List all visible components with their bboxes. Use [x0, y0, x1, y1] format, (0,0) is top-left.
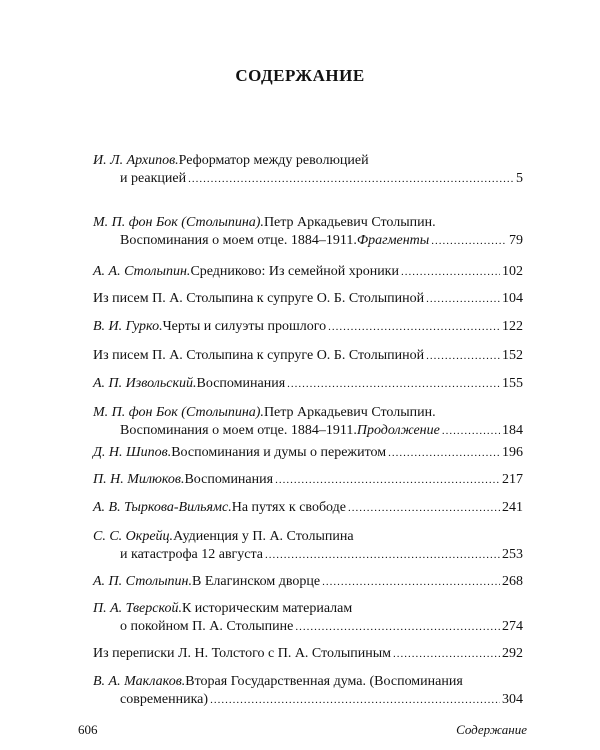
- dot-leader: [348, 503, 500, 514]
- toc-author: М. П. фон Бок (Столыпина).: [93, 405, 264, 420]
- toc-page-number: 253: [502, 547, 523, 562]
- toc-entry-line: [93, 444, 523, 462]
- toc-title: Черты и силуэты прошлого: [162, 319, 327, 334]
- toc-author: С. С. Окрейц.: [93, 529, 174, 544]
- toc-entry: [93, 318, 523, 336]
- dot-leader: [388, 448, 500, 459]
- toc-page-number: 104: [502, 291, 523, 306]
- toc-entry: [93, 290, 523, 308]
- toc-page-number: 5: [516, 171, 523, 186]
- toc-author: М. П. фон Бок (Столыпина).: [93, 215, 264, 230]
- toc-title: Петр Аркадьевич Столыпин.: [263, 215, 436, 230]
- dot-leader: [295, 622, 500, 633]
- toc-entry: [93, 600, 523, 636]
- toc-title: В Елагинском дворце: [192, 574, 321, 589]
- toc-entry: [93, 499, 523, 517]
- toc-entry-line: [93, 471, 523, 489]
- toc-entry-line: [93, 422, 523, 440]
- toc-entry: [93, 673, 523, 709]
- toc-title-continued: и реакцией: [120, 171, 187, 186]
- toc-author: П. А. Тверской.: [93, 601, 182, 616]
- toc-page-number: 241: [502, 500, 523, 515]
- toc-title-italic: Продолжение: [356, 423, 440, 438]
- toc-entry-line: [93, 691, 523, 709]
- toc-title: Реформатор между революцией: [178, 153, 369, 168]
- toc-author: А. В. Тыркова-Вильямс.: [93, 500, 232, 515]
- toc-title-continued: и катастрофа 12 августа: [120, 547, 264, 562]
- toc-page-number: 304: [502, 692, 523, 707]
- toc-entry-line: [93, 404, 523, 422]
- toc-entry-line: [93, 214, 523, 232]
- toc-entry-line: [93, 375, 523, 393]
- toc-title-continued: о покойном П. А. Столыпине: [120, 619, 294, 634]
- toc-author: Д. Н. Шипов.: [93, 445, 172, 460]
- dot-leader: [393, 649, 500, 660]
- toc-entry-line: [93, 263, 523, 281]
- toc-author: А. П. Извольский.: [93, 376, 197, 391]
- toc-title: Из писем П. А. Столыпина к супруге О. Б. Столыпиной: [93, 291, 425, 306]
- running-title: Содержание: [456, 722, 527, 737]
- toc-entry-line: [93, 546, 523, 564]
- toc-title-continued: Воспоминания о моем отце. 1884–1911.: [120, 423, 357, 438]
- toc-author: В. И. Гурко.: [93, 319, 163, 334]
- toc-title: Воспоминания: [184, 472, 274, 487]
- toc-entry: [93, 152, 523, 188]
- toc-entry: [93, 645, 523, 663]
- page-title: СОДЕРЖАНИЕ: [235, 66, 365, 85]
- toc-entry: [93, 347, 523, 365]
- toc-page-number: 184: [502, 423, 523, 438]
- toc-page-number: 196: [502, 445, 523, 460]
- page-number: 606: [78, 722, 98, 737]
- toc-entry: [93, 375, 523, 393]
- toc-entry-line: [93, 152, 523, 170]
- toc-title: Средниково: Из семейной хроники: [190, 264, 399, 279]
- toc-page-number: 152: [502, 348, 523, 363]
- toc-title: Из писем П. А. Столыпина к супруге О. Б. Столыпиной: [93, 348, 425, 363]
- toc-entry-line: [93, 499, 523, 517]
- toc-page-number: 268: [502, 574, 523, 589]
- toc-page-number: 155: [502, 376, 523, 391]
- toc-title: К историческим материалам: [181, 601, 353, 616]
- toc-entry-line: [93, 645, 523, 663]
- toc-author: П. Н. Милюков.: [93, 472, 185, 487]
- toc-entry-line: [93, 618, 523, 636]
- toc-title: Аудиенция у П. А. Столыпина: [173, 529, 354, 544]
- dot-leader: [426, 351, 500, 362]
- toc-entry: [93, 263, 523, 281]
- toc-title: Вторая Государственная дума. (Воспоминания: [185, 674, 463, 689]
- toc-entry-line: [93, 528, 523, 546]
- dot-leader: [401, 267, 500, 278]
- toc-entry-line: [93, 673, 523, 691]
- toc-title-italic: Фрагменты: [356, 233, 430, 248]
- dot-leader: [328, 322, 500, 333]
- dot-leader: [442, 426, 500, 437]
- toc-title: Воспоминания: [196, 376, 286, 391]
- toc-title: Воспоминания и думы о пережитом: [171, 445, 387, 460]
- toc-title: Петр Аркадьевич Столыпин.: [263, 405, 436, 420]
- toc-entry: [93, 471, 523, 489]
- toc-author: А. П. Столыпин.: [93, 574, 192, 589]
- toc-title: На путях к свободе: [231, 500, 346, 515]
- toc-entry: [93, 444, 523, 462]
- toc-page-number: 217: [502, 472, 523, 487]
- toc-page-number: 102: [502, 264, 523, 279]
- dot-leader: [426, 294, 500, 305]
- toc-page-number: 79: [509, 233, 523, 248]
- toc-author: И. Л. Архипов.: [93, 153, 179, 168]
- dot-leader: [431, 236, 507, 247]
- dot-leader: [275, 475, 500, 486]
- toc-title-continued: Воспоминания о моем отце. 1884–1911.: [120, 233, 357, 248]
- toc-title: Из переписки Л. Н. Толстого с П. А. Столыпиным: [93, 646, 391, 661]
- dot-leader: [287, 379, 500, 390]
- toc-page-number: 274: [502, 619, 523, 634]
- toc-entry-line: [93, 170, 523, 188]
- toc-entry-line: [93, 318, 523, 336]
- toc-page-number: 122: [502, 319, 523, 334]
- toc-author: В. А. Маклаков.: [93, 674, 186, 689]
- toc-entry: [93, 404, 523, 440]
- toc-title-continued: современника): [120, 692, 209, 707]
- toc-author: А. А. Столыпин.: [93, 264, 191, 279]
- toc-page-number: 292: [502, 646, 523, 661]
- toc-entry: [93, 528, 523, 564]
- dot-leader: [322, 577, 500, 588]
- toc-entry-line: [93, 232, 523, 250]
- toc-entry-line: [93, 573, 523, 591]
- dot-leader: [265, 550, 500, 561]
- toc-entry-line: [93, 600, 523, 618]
- dot-leader: [210, 695, 500, 706]
- toc-entry: [93, 573, 523, 591]
- toc-entry-line: [93, 347, 523, 365]
- toc-entry-line: [93, 290, 523, 308]
- toc-entry: [93, 214, 523, 250]
- dot-leader: [188, 174, 514, 185]
